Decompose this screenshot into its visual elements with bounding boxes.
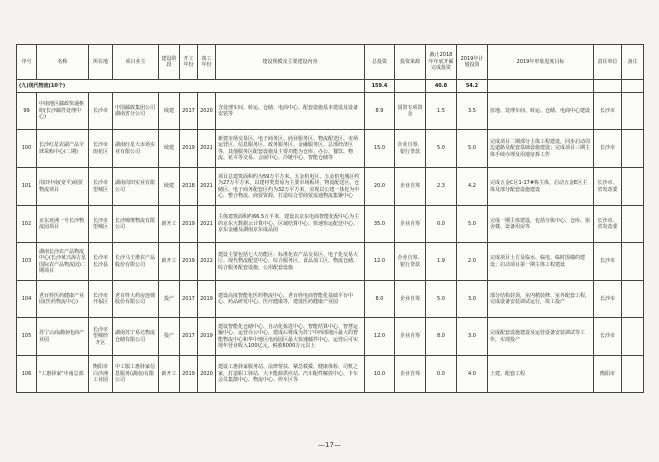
row-scope: 建设智能化仓储中心、自动化拣选中心、智能结算中心、智慧运输中心、运营办公中心，建成后将成为苏宁中西部地区最大的智能物流中心和华中地区电商园区最大快速邮件中心，运营后可实现年营业收入100亿元，税收6000万元以上 (216, 318, 365, 356)
section-cumulative-2018: 40.8 (426, 80, 457, 93)
header-start-year: 开工年份 (180, 45, 198, 80)
row-remarks (622, 243, 644, 281)
section-plan-2019: 54.2 (457, 80, 488, 93)
row-total-invest: 8.9 (365, 93, 395, 130)
row-scope: 含处理车间、转运、仓储、电商中心、配套设施基本建设及设备安装等 (216, 93, 365, 130)
row-scope: 建设高度智能化医药物流中心、老百姓电商智能化基础平台中心、药品研发中心、医疗健康等，建设医药健康产业园 (216, 281, 365, 318)
row-goal-2019: 征地、处理车间、转运、仓储、电商中心建设 (488, 93, 594, 130)
header-remarks: 备注 (622, 45, 644, 80)
row-goal-2019: 完成一期主体建设，包括分拣中心、仓库、宿舍楼、设备用房等 (488, 206, 594, 243)
row-scope: 新建市场交易区、电子商务区、商业服务区、物流配送区、市场运营区、信息服务区、政务服务区、金融服务区、总部经济区等，其他服务区配套设施及主要功能为仓库、办公、餐饮、物流、花卉等交易、会展中心、冷链中心、智能仓储等 (216, 130, 365, 168)
row-total-invest: 15.0 (365, 130, 395, 168)
row-start-year: 2019 (180, 243, 198, 281)
table-row (17, 243, 644, 281)
row-location: 长沙市望城经开区 (89, 318, 113, 356)
row-responsible: 长沙市 (594, 93, 622, 130)
section-label: (九)现代物流(10个) (17, 80, 365, 93)
header-location: 所在地 (89, 45, 113, 80)
row-start-year: 2018 (180, 168, 198, 206)
row-start-year: 2017 (180, 281, 198, 318)
row-responsible: 长沙市、省发改委 (594, 168, 622, 206)
row-no: 99 (17, 93, 37, 130)
row-cumulative-2018: 1.9 (426, 243, 457, 281)
row-remarks (622, 356, 644, 393)
section-source (395, 80, 426, 93)
header-total-invest: 总投资 (365, 45, 395, 80)
row-end-year: 2022 (198, 243, 216, 281)
row-plan-2019: 4.0 (457, 356, 488, 393)
row-plan-2019: 3.0 (457, 281, 488, 318)
row-location: 长沙市长沙县 (89, 243, 113, 281)
row-source: 企业自筹、银行贷款 (395, 243, 426, 281)
row-phase: 新开工 (159, 206, 180, 243)
row-total-invest: 12.0 (365, 243, 395, 281)
row-owner: 湖南苏宁易达物流仓储有限公司 (113, 318, 159, 356)
table-row (17, 168, 644, 206)
section-remarks (622, 80, 644, 93)
row-remarks (622, 93, 644, 130)
row-start-year: 2019 (180, 130, 198, 168)
header-end-year: 竣工年份 (198, 45, 216, 80)
row-cumulative-2018: 5.0 (426, 281, 457, 318)
row-end-year: 2021 (198, 168, 216, 206)
row-phase: 续建 (159, 168, 180, 206)
row-name: 苏宁云商湖南电商产业园 (37, 318, 89, 356)
row-name: 老百姓医药健康产业园(医药物流中心) (37, 281, 89, 318)
header-owner: 项目业主 (113, 45, 159, 80)
row-owner: 老百姓大药房连锁股份有限公司 (113, 281, 159, 318)
row-goal-2019: 土建、配套工程 (488, 356, 594, 393)
row-source: 企业自筹、银行贷款 (395, 130, 426, 168)
row-start-year: 2019 (180, 356, 198, 393)
table-row (17, 318, 644, 356)
section-responsible (594, 80, 622, 93)
row-owner: 湖南红星大市场实业有限公司 (113, 130, 159, 168)
row-phase: 新开工 (159, 243, 180, 281)
table-row (17, 356, 644, 393)
row-responsible: 长沙市 (594, 130, 622, 168)
row-end-year: 2020 (198, 93, 216, 130)
header-phase: 建设阶段 (159, 45, 180, 80)
row-plan-2019: 5.0 (457, 206, 488, 243)
row-remarks (622, 168, 644, 206)
row-responsible: 长沙市 (594, 243, 622, 281)
header-seq: 序号 (17, 45, 37, 80)
row-cumulative-2018: 2.3 (426, 168, 457, 206)
row-end-year: 2021 (198, 130, 216, 168)
table-row (17, 93, 644, 130)
row-phase: 投产 (159, 281, 180, 318)
row-name: 京东亚洲一号长沙物流园项目 (37, 206, 89, 243)
row-source: 国资专项资金 (395, 93, 426, 130)
row-source: 企业自筹 (395, 168, 426, 206)
row-owner: 中工服工惠驿家信息服务(湖南)有限公司 (113, 356, 159, 393)
row-location: 长沙市开福区 (89, 281, 113, 318)
section-total-invest: 159.4 (365, 80, 395, 93)
row-goal-2019: 完成项目土方及临水、临电、临时围墙的建设；启动项目第一期主体工程建设 (488, 243, 594, 281)
row-name: 中南地区邮政快递枢纽(长沙邮件处理中心) (37, 93, 89, 130)
row-location: 长沙市雨花区 (89, 130, 113, 168)
row-no: 101 (17, 168, 37, 206)
row-total-invest: 8.0 (365, 281, 395, 318)
row-plan-2019: 4.2 (457, 168, 488, 206)
row-plan-2019: 5.0 (457, 130, 488, 168)
row-responsible: 长沙市 (594, 281, 622, 318)
section-row (17, 80, 644, 93)
row-no: 103 (17, 243, 37, 281)
header-source: 投资来源 (395, 45, 426, 80)
row-scope: 建设工惠驿家服务站、法律帮扶、紧急救援、健康体检、司机之家，打造职工驿站、大卡能源供应站、汽车配件解放中心、卡车会员集散中心、物流中心、停车区等 (216, 356, 365, 393)
row-location: 长沙市望城区 (89, 168, 113, 206)
row-owner: 中国邮政集团公司湖南省分公司 (113, 93, 159, 130)
row-cumulative-2018: 5.0 (426, 130, 457, 168)
header-goal-2019: 2019年形象进度目标 (488, 45, 594, 80)
row-owner: 湖南岗田实业有限公司 (113, 168, 159, 206)
row-goal-2019: 完成配套设施建设及运营设备安装调试等工作，实现投产 (488, 318, 594, 356)
row-total-invest: 12.0 (365, 318, 395, 356)
table-row (17, 206, 644, 243)
row-phase: 续建 (159, 93, 180, 130)
row-total-invest: 35.0 (365, 206, 395, 243)
header-name: 名称 (37, 45, 89, 80)
row-name: "工惠驿家"中南总部 (37, 356, 89, 393)
table-row (17, 281, 644, 318)
table-row (17, 130, 644, 168)
row-cumulative-2018: 0.0 (426, 356, 457, 393)
row-responsible: 长沙市、省发改委 (594, 206, 622, 243)
row-no: 104 (17, 281, 37, 318)
row-plan-2019: 2.0 (457, 243, 488, 281)
row-scope: 建设主要包括七大功能区：标准化农产品交易区、电子化交易大厅、现代物流配送中心、综合服务区、食品加工区、物流仓储、综合服务配套设施、公用配套设施 (216, 243, 365, 281)
row-location: 长沙市望城区 (89, 206, 113, 243)
row-no: 105 (17, 318, 37, 356)
row-source: 企业自筹 (395, 318, 426, 356)
row-no: 102 (17, 206, 37, 243)
header-plan-2019: 2019年计划投资 (457, 45, 488, 80)
row-scope: 主体建筑面积约66.5万平米，建设以京东电商智能化配中心为主的京东大数据云计算中心、区域结算中心、快速快运配送中心、京东金融及湖南京东成品园 (216, 206, 365, 243)
row-start-year: 2019 (180, 206, 198, 243)
row-phase: 新开工 (159, 356, 180, 393)
row-no: 100 (17, 130, 37, 168)
row-scope: 项目总建筑面积约为59万平方米，五金机电区、五金机电城区约为27万平方米，以建材类贸易为主要市场板块，物流配送区、仓储区、电子商务配套区约为32万平方米，实现以公建一体化为中心，整合物流、商贸资源，打造综合型商贸流通物流集聚中心 (216, 168, 365, 206)
row-cumulative-2018: 8.0 (426, 318, 457, 356)
row-owner: 长沙锦奥物流有限公司 (113, 206, 159, 243)
row-name: 岗田中南(宽平)商贸物流项目 (37, 168, 89, 206)
row-total-invest: 10.0 (365, 356, 395, 393)
row-name: 湖南长沙农产品物流中心(长沙黄兴海吉星国际农产品物流园)二期项目 (37, 243, 89, 281)
row-location: 长沙市 (89, 93, 113, 130)
header-row (17, 45, 644, 80)
row-plan-2019: 3.0 (457, 318, 488, 356)
header-cumulative-2018: 截止2018年年底开累完成投资 (426, 45, 457, 80)
row-remarks (622, 318, 644, 356)
row-responsible: 长沙市 (594, 318, 622, 356)
row-source: 企业自筹 (395, 281, 426, 318)
row-goal-2019: 完成五金C区1-17#栋主体，启动五金E区主体及部分配套设施建设 (488, 168, 594, 206)
row-goal-2019: 部分结构封顶，室内精装修、室外配套工程，完成设备安装调试运行，竣工投产 (488, 281, 594, 318)
row-start-year: 2017 (180, 93, 198, 130)
row-end-year: 2021 (198, 206, 216, 243)
header-responsible: 责任单位 (594, 45, 622, 80)
project-table (16, 44, 644, 393)
row-start-year: 2017 (180, 318, 198, 356)
page-number: —17— (318, 441, 341, 449)
row-location: 衡阳市白沙洲工业园 (89, 356, 113, 393)
row-end-year: 2020 (198, 356, 216, 393)
row-plan-2019: 3.5 (457, 93, 488, 130)
row-end-year: 2019 (198, 281, 216, 318)
row-source: 企业自筹 (395, 206, 426, 243)
row-remarks (622, 281, 644, 318)
row-phase: 续建 (159, 130, 180, 168)
row-no: 106 (17, 356, 37, 393)
row-goal-2019: 完成项目二期部分主体工程建设，同步启动周边道路及配套基础设施建设；完成项目三期主体手续办理及用地征拆工作 (488, 130, 594, 168)
row-end-year: 2019 (198, 318, 216, 356)
row-name: 长沙红星农副产品全球采购中心(二期) (37, 130, 89, 168)
row-source: 企业自筹 (395, 356, 426, 393)
row-cumulative-2018: 0.0 (426, 206, 457, 243)
row-remarks (622, 206, 644, 243)
row-remarks (622, 130, 644, 168)
row-cumulative-2018: 1.5 (426, 93, 457, 130)
section-goal (488, 80, 594, 93)
row-owner: 长沙马王堆农产品股份有限公司 (113, 243, 159, 281)
header-scope: 建设规模及主要建设内容 (216, 45, 365, 80)
row-total-invest: 20.0 (365, 168, 395, 206)
row-phase: 投产 (159, 318, 180, 356)
row-responsible: 衡阳市 (594, 356, 622, 393)
